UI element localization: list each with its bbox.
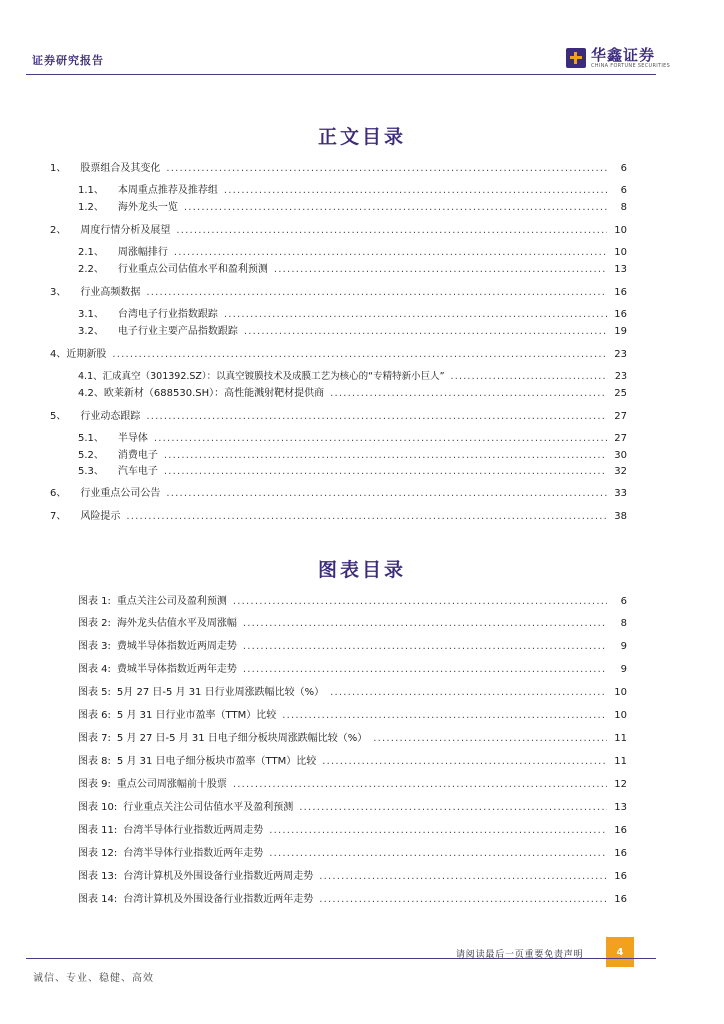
toc-entry-page: 23 bbox=[614, 349, 627, 360]
toc-leader-dots bbox=[166, 487, 607, 501]
figure-entry[interactable] bbox=[78, 755, 627, 769]
toc-entry-text: 行业重点公司估值水平和盈利预测 bbox=[117, 264, 268, 275]
toc-entry[interactable] bbox=[50, 410, 627, 424]
figure-entry-page: 10 bbox=[614, 710, 627, 721]
toc-entry-number: 2、 bbox=[50, 225, 67, 236]
figure-entry-text: 重点关注公司及盈利预测 bbox=[116, 596, 227, 607]
toc-entry[interactable] bbox=[78, 465, 627, 479]
toc-entry-number: 5、 bbox=[50, 411, 67, 422]
company-motto: 诚信、专业、稳健、高效 bbox=[33, 973, 154, 984]
toc-entry-text: 台湾电子行业指数跟踪 bbox=[117, 309, 218, 320]
toc-entry-page: 33 bbox=[614, 488, 627, 499]
toc-leader-dots bbox=[282, 709, 607, 723]
toc-entry-number: 3、 bbox=[50, 287, 67, 298]
toc-entry-text: 行业高频数据 bbox=[80, 287, 141, 298]
toc-entry-text: 海外龙头一览 bbox=[117, 202, 178, 213]
toc-entry[interactable] bbox=[78, 370, 627, 384]
toc-entry-page: 6 bbox=[620, 163, 627, 174]
figure-entry-label: 图表 6: bbox=[78, 710, 111, 721]
toc-entry-text: 风险提示 bbox=[80, 511, 121, 522]
figure-entry-text: 重点公司周涨幅前十股票 bbox=[116, 779, 227, 790]
toc-entry-number: 1.2、 bbox=[78, 202, 104, 213]
toc-leader-dots bbox=[319, 893, 607, 907]
logo-mark-icon bbox=[566, 48, 586, 68]
figure-entry[interactable] bbox=[78, 847, 627, 861]
figure-entry-page: 6 bbox=[620, 596, 627, 607]
toc-entry-number: 4.2、 bbox=[78, 388, 104, 399]
toc-entry-text: 半导体 bbox=[117, 433, 148, 444]
toc-entry[interactable] bbox=[78, 184, 627, 198]
toc-entry-page: 30 bbox=[614, 450, 627, 461]
figure-entry-label: 图表 2: bbox=[78, 618, 111, 629]
figure-entry[interactable] bbox=[78, 824, 627, 838]
toc-entry-text: 本周重点推荐及推荐组 bbox=[117, 185, 218, 196]
figure-entry-page: 13 bbox=[614, 802, 627, 813]
toc-entry[interactable] bbox=[78, 246, 627, 260]
toc-entry[interactable] bbox=[50, 487, 627, 501]
toc-leader-dots bbox=[269, 824, 607, 838]
toc-leader-dots bbox=[330, 686, 607, 700]
figure-entry-page: 9 bbox=[620, 641, 627, 652]
toc-entry[interactable] bbox=[50, 224, 627, 238]
figure-entry[interactable] bbox=[78, 778, 627, 792]
toc-leader-dots bbox=[166, 162, 607, 176]
toc-entry-number: 2.2、 bbox=[78, 264, 104, 275]
toc-entry-page: 32 bbox=[614, 466, 627, 477]
figure-entry[interactable] bbox=[78, 801, 627, 815]
figure-entry-label: 图表 12: bbox=[78, 848, 118, 859]
figure-entry-text: 台湾计算机及外围设备行业指数近两周走势 bbox=[123, 871, 314, 882]
toc-entry[interactable] bbox=[78, 432, 627, 446]
figure-entry-label: 图表 11: bbox=[78, 825, 118, 836]
toc-entry-page: 8 bbox=[620, 202, 627, 213]
toc-leader-dots bbox=[112, 348, 607, 362]
toc-entry-number: 5.1、 bbox=[78, 433, 104, 444]
figure-entry-page: 9 bbox=[620, 664, 627, 675]
toc-leader-dots bbox=[154, 432, 607, 446]
figure-entry-page: 11 bbox=[614, 756, 627, 767]
figure-entry-text: 海外龙头估值水平及周涨幅 bbox=[116, 618, 237, 629]
figure-entry-label: 图表 9: bbox=[78, 779, 111, 790]
figure-entry-page: 8 bbox=[620, 618, 627, 629]
toc-entry-text: 行业动态跟踪 bbox=[80, 411, 141, 422]
toc-entry[interactable] bbox=[78, 449, 627, 463]
toc-entry-text: 消费电子 bbox=[117, 450, 158, 461]
toc-leader-dots bbox=[233, 595, 607, 609]
page-number: 4 bbox=[606, 937, 634, 967]
toc-entry-page: 16 bbox=[614, 287, 627, 298]
toc-leader-dots bbox=[174, 246, 607, 260]
toc-leader-dots bbox=[274, 263, 607, 277]
figure-entry-label: 图表 13: bbox=[78, 871, 118, 882]
figure-entry-text: 5月 27 日-5 月 31 日行业周涨跌幅比较（%） bbox=[116, 687, 325, 698]
figure-entry-label: 图表 5: bbox=[78, 687, 111, 698]
toc-entry[interactable] bbox=[78, 201, 627, 215]
figure-entry-page: 16 bbox=[614, 848, 627, 859]
toc-entry-page: 27 bbox=[614, 433, 627, 444]
figure-entry[interactable] bbox=[78, 709, 627, 723]
figure-entry-page: 11 bbox=[614, 733, 627, 744]
toc-entry[interactable] bbox=[78, 325, 627, 339]
toc-leader-dots bbox=[373, 732, 607, 746]
figure-entry-label: 图表 7: bbox=[78, 733, 111, 744]
toc-leader-dots bbox=[146, 410, 607, 424]
figure-entry-text: 5 月 31 日行业市盈率（TTM）比较 bbox=[116, 710, 277, 721]
figure-entry-label: 图表 8: bbox=[78, 756, 111, 767]
toc-leader-dots bbox=[243, 617, 607, 631]
header-divider bbox=[26, 74, 656, 75]
report-type-label: 证券研究报告 bbox=[32, 54, 104, 67]
toc-leader-dots bbox=[233, 778, 607, 792]
toc-entry-text: 周度行情分析及展望 bbox=[80, 225, 171, 236]
toc-entry-page: 10 bbox=[614, 225, 627, 236]
figure-entry-label: 图表 1: bbox=[78, 596, 111, 607]
figure-entry[interactable] bbox=[78, 686, 627, 700]
toc-leader-dots bbox=[244, 325, 607, 339]
toc-entry-number: 5.3、 bbox=[78, 466, 104, 477]
toc-entry-text: 行业重点公司公告 bbox=[80, 488, 161, 499]
company-logo bbox=[566, 44, 671, 72]
toc-leader-dots bbox=[164, 465, 607, 479]
toc-entry-page: 38 bbox=[614, 511, 627, 522]
toc-leader-dots bbox=[224, 184, 607, 198]
toc-leader-dots bbox=[243, 663, 607, 677]
toc-entry-number: 3.1、 bbox=[78, 309, 104, 320]
figure-entry-page: 16 bbox=[614, 825, 627, 836]
toc-leader-dots bbox=[243, 640, 607, 654]
figure-entry[interactable] bbox=[78, 595, 627, 609]
toc-entry[interactable] bbox=[50, 162, 627, 176]
logo-english-name: CHINA FORTUNE SECURITIES bbox=[591, 63, 671, 69]
toc-leader-dots bbox=[224, 308, 607, 322]
logo-chinese-name: 华鑫证券 bbox=[591, 46, 656, 64]
figure-toc-title: 图表目录 bbox=[317, 559, 406, 581]
toc-entry-text: 股票组合及其变化 bbox=[80, 163, 161, 174]
figure-entry-page: 10 bbox=[614, 687, 627, 698]
toc-entry-text: 汽车电子 bbox=[117, 466, 158, 477]
toc-leader-dots bbox=[451, 370, 607, 384]
toc-entry[interactable] bbox=[78, 263, 627, 277]
toc-entry-page: 23 bbox=[614, 371, 627, 382]
toc-leader-dots bbox=[126, 510, 607, 524]
figure-entry-label: 图表 3: bbox=[78, 641, 111, 652]
toc-entry-number: 4、 bbox=[50, 349, 67, 360]
figure-entry-text: 台湾半导体行业指数近两周走势 bbox=[123, 825, 264, 836]
disclaimer-notice: 请阅读最后一页重要免责声明 bbox=[456, 950, 584, 960]
toc-entry-page: 16 bbox=[614, 309, 627, 320]
toc-entry-number: 1、 bbox=[50, 163, 67, 174]
toc-entry-page: 6 bbox=[620, 185, 627, 196]
toc-entry-number: 7、 bbox=[50, 511, 67, 522]
toc-entry-number: 6、 bbox=[50, 488, 67, 499]
figure-entry[interactable] bbox=[78, 640, 627, 654]
toc-entry-page: 13 bbox=[614, 264, 627, 275]
toc-leader-dots bbox=[176, 224, 607, 238]
figure-entry[interactable] bbox=[78, 663, 627, 677]
toc-entry-page: 10 bbox=[614, 247, 627, 258]
figure-entry-label: 图表 10: bbox=[78, 802, 118, 813]
figure-entry[interactable] bbox=[78, 617, 627, 631]
toc-entry[interactable] bbox=[78, 308, 627, 322]
footer-divider bbox=[26, 958, 656, 959]
toc-entry-number: 2.1、 bbox=[78, 247, 104, 258]
figure-entry[interactable] bbox=[78, 870, 627, 884]
content-toc-title: 正文目录 bbox=[317, 126, 406, 148]
toc-leader-dots bbox=[184, 201, 607, 215]
toc-entry-page: 19 bbox=[614, 326, 627, 337]
toc-leader-dots bbox=[164, 449, 607, 463]
toc-leader-dots bbox=[299, 801, 607, 815]
toc-entry-text: 近期新股 bbox=[66, 349, 107, 360]
figure-entry-text: 费城半导体指数近两年走势 bbox=[116, 664, 237, 675]
toc-entry-page: 27 bbox=[614, 411, 627, 422]
toc-entry[interactable] bbox=[50, 348, 627, 362]
figure-entry-text: 5 月 27 日-5 月 31 日电子细分板块周涨跌幅比较（%） bbox=[116, 733, 368, 744]
toc-entry-text: 周涨幅排行 bbox=[117, 247, 168, 258]
toc-entry-text: 汇成真空（301392.SZ）：以真空镀膜技术及成膜工艺为核心的“专精特新小巨人” bbox=[102, 371, 445, 382]
toc-entry-page: 25 bbox=[614, 388, 627, 399]
toc-entry-text: 欧莱新材（688530.SH）：高性能溅射靶材提供商 bbox=[103, 388, 325, 399]
toc-entry-number: 1.1、 bbox=[78, 185, 104, 196]
toc-entry-text: 电子行业主要产品指数跟踪 bbox=[117, 326, 238, 337]
toc-entry-number: 4.1、 bbox=[78, 371, 103, 382]
toc-leader-dots bbox=[330, 387, 607, 401]
figure-entry-text: 台湾计算机及外围设备行业指数近两年走势 bbox=[123, 894, 314, 905]
figure-entry-page: 12 bbox=[614, 779, 627, 790]
figure-entry-text: 5 月 31 日电子细分板块市盈率（TTM）比较 bbox=[116, 756, 317, 767]
figure-entry-page: 16 bbox=[614, 894, 627, 905]
toc-leader-dots bbox=[269, 847, 607, 861]
figure-entry-label: 图表 4: bbox=[78, 664, 111, 675]
figure-entry[interactable] bbox=[78, 893, 627, 907]
figure-entry-label: 图表 14: bbox=[78, 894, 118, 905]
toc-entry-number: 3.2、 bbox=[78, 326, 104, 337]
toc-entry[interactable] bbox=[50, 286, 627, 300]
figure-entry[interactable] bbox=[78, 732, 627, 746]
toc-leader-dots bbox=[146, 286, 607, 300]
toc-entry[interactable] bbox=[78, 387, 627, 401]
figure-entry-text: 台湾半导体行业指数近两年走势 bbox=[123, 848, 264, 859]
figure-entry-text: 费城半导体指数近两周走势 bbox=[116, 641, 237, 652]
figure-entry-text: 行业重点关注公司估值水平及盈利预测 bbox=[123, 802, 294, 813]
toc-leader-dots bbox=[319, 870, 607, 884]
toc-entry[interactable] bbox=[50, 510, 627, 524]
figure-entry-page: 16 bbox=[614, 871, 627, 882]
toc-leader-dots bbox=[322, 755, 607, 769]
toc-entry-number: 5.2、 bbox=[78, 450, 104, 461]
